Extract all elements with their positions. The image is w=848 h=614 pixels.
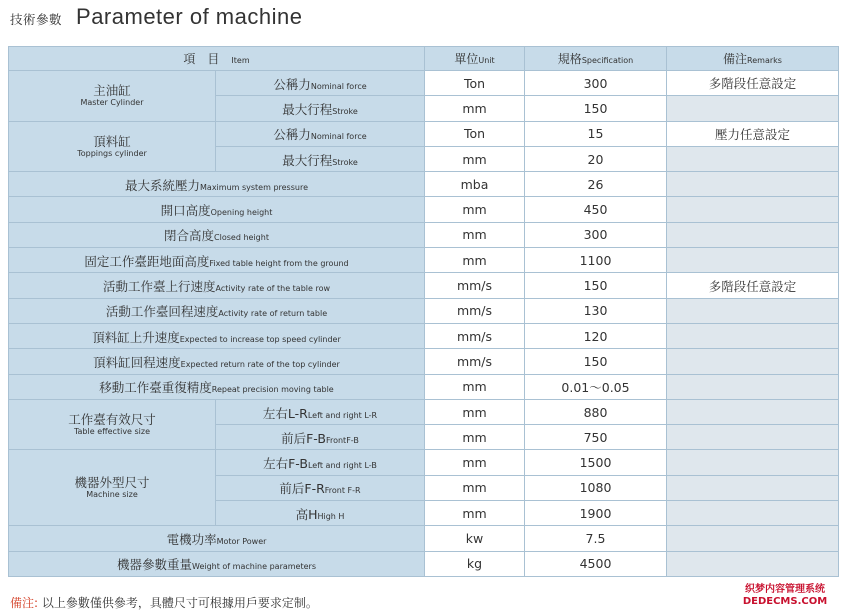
row-label: 固定工作臺距地面高度Fixed table height from the ground (9, 248, 425, 273)
row-remark (667, 450, 839, 475)
row-remark (667, 425, 839, 450)
table-row (9, 172, 839, 197)
footnote-text: 以上參數僅供參考，具體尺寸可根據用戶要求定制。 (41, 596, 318, 610)
row-label: 前后F-BFrontF-B (216, 425, 425, 450)
row-label: 移動工作臺重復精度Repeat precision moving table (9, 374, 425, 399)
row-unit: mm/s (425, 323, 525, 348)
table-row (9, 551, 839, 576)
page-title (10, 4, 302, 36)
watermark-line1: 织梦内容管理系统 (745, 584, 825, 595)
row-unit: kw (425, 526, 525, 551)
row-label: 活動工作臺回程速度Activity rate of return table (9, 298, 425, 323)
row-spec: 150 (525, 273, 667, 298)
row-label: 活動工作臺上行速度Activity rate of the table row (9, 273, 425, 298)
title-en: Parameter of machine (76, 4, 303, 29)
title-zh: 技術參數 (10, 12, 63, 27)
row-label: 左右L-RLeft and right L-R (216, 399, 425, 424)
row-spec: 300 (525, 71, 667, 96)
row-unit: mm/s (425, 298, 525, 323)
row-spec: 1100 (525, 248, 667, 273)
row-spec: 130 (525, 298, 667, 323)
watermark-line2: DEDECMS.COM (742, 596, 828, 607)
row-unit: mm (425, 222, 525, 247)
row-remark (667, 197, 839, 222)
row-unit: mm (425, 450, 525, 475)
row-spec: 15 (525, 121, 667, 146)
watermark (734, 584, 836, 608)
row-spec: 120 (525, 323, 667, 348)
row-unit: mm (425, 399, 525, 424)
table-row (9, 273, 839, 298)
row-label: 公稱力Nominal force (216, 71, 425, 96)
table-row (9, 374, 839, 399)
header-unit: 單位Unit (425, 47, 525, 71)
row-unit: mm (425, 146, 525, 171)
header-item: 項 目 Item (9, 47, 425, 71)
row-spec: 1080 (525, 475, 667, 500)
row-unit: mm (425, 96, 525, 121)
table-row (9, 526, 839, 551)
row-label: 最大行程Stroke (216, 96, 425, 121)
row-unit: mm/s (425, 273, 525, 298)
header-spec: 規格Specification (525, 47, 667, 71)
row-spec: 7.5 (525, 526, 667, 551)
row-remark (667, 349, 839, 374)
row-spec: 1900 (525, 501, 667, 526)
row-remark (667, 551, 839, 576)
row-unit: mba (425, 172, 525, 197)
parameter-table (8, 46, 839, 577)
row-remark (667, 248, 839, 273)
row-remark (667, 172, 839, 197)
row-unit: mm (425, 374, 525, 399)
table-row (9, 349, 839, 374)
row-remark (667, 374, 839, 399)
row-unit: mm (425, 248, 525, 273)
table-row (9, 399, 839, 424)
row-spec: 750 (525, 425, 667, 450)
table-row (9, 121, 839, 146)
group-machine-size: 機器外型尺寸 Machine size (9, 450, 216, 526)
row-spec: 150 (525, 349, 667, 374)
row-spec: 300 (525, 222, 667, 247)
row-unit: mm (425, 475, 525, 500)
row-remark (667, 399, 839, 424)
group-table-effective-size: 工作臺有效尺寸 Table effective size (9, 399, 216, 450)
row-spec: 4500 (525, 551, 667, 576)
row-remark (667, 298, 839, 323)
row-remark (667, 526, 839, 551)
row-label: 頂料缸上升速度Expected to increase top speed cylinder (9, 323, 425, 348)
table-row (9, 197, 839, 222)
row-label: 開口高度Opening height (9, 197, 425, 222)
row-remark: 壓力任意設定 (667, 121, 839, 146)
table-row (9, 298, 839, 323)
row-spec: 450 (525, 197, 667, 222)
table-header (9, 47, 839, 71)
row-remark (667, 501, 839, 526)
row-unit: mm/s (425, 349, 525, 374)
table-row (9, 222, 839, 247)
row-spec: 1500 (525, 450, 667, 475)
row-remark: 多階段任意設定 (667, 273, 839, 298)
table-row (9, 450, 839, 475)
row-remark (667, 475, 839, 500)
row-unit: Ton (425, 121, 525, 146)
row-label: 頂料缸回程速度Expected return rate of the top cylinder (9, 349, 425, 374)
row-unit: mm (425, 501, 525, 526)
row-unit: kg (425, 551, 525, 576)
row-remark (667, 146, 839, 171)
row-label: 機器參數重量Weight of machine parameters (9, 551, 425, 576)
row-remark (667, 96, 839, 121)
row-remark (667, 222, 839, 247)
row-unit: mm (425, 425, 525, 450)
row-label: 前后F-RFront F-R (216, 475, 425, 500)
table-row (9, 323, 839, 348)
row-label: 最大系統壓力Maximum system pressure (9, 172, 425, 197)
row-label: 電機功率Motor Power (9, 526, 425, 551)
row-spec: 880 (525, 399, 667, 424)
row-label: 高HHigh H (216, 501, 425, 526)
row-label: 閉合高度Closed height (9, 222, 425, 247)
row-remark: 多階段任意設定 (667, 71, 839, 96)
row-spec: 0.01～0.05 (525, 374, 667, 399)
row-unit: mm (425, 197, 525, 222)
row-spec: 150 (525, 96, 667, 121)
table-row (9, 248, 839, 273)
row-label: 最大行程Stroke (216, 146, 425, 171)
row-spec: 26 (525, 172, 667, 197)
footnote-lead: 備注: (10, 596, 39, 610)
row-label: 左右F-BLeft and right L-B (216, 450, 425, 475)
row-unit: Ton (425, 71, 525, 96)
row-label: 公稱力Nominal force (216, 121, 425, 146)
row-remark (667, 323, 839, 348)
footnote (10, 594, 318, 611)
table-row (9, 71, 839, 96)
row-spec: 20 (525, 146, 667, 171)
group-toppings-cylinder: 頂料缸 Toppings cylinder (9, 121, 216, 172)
header-remarks: 備注Remarks (667, 47, 839, 71)
group-master-cylinder: 主油缸 Master Cylinder (9, 71, 216, 122)
